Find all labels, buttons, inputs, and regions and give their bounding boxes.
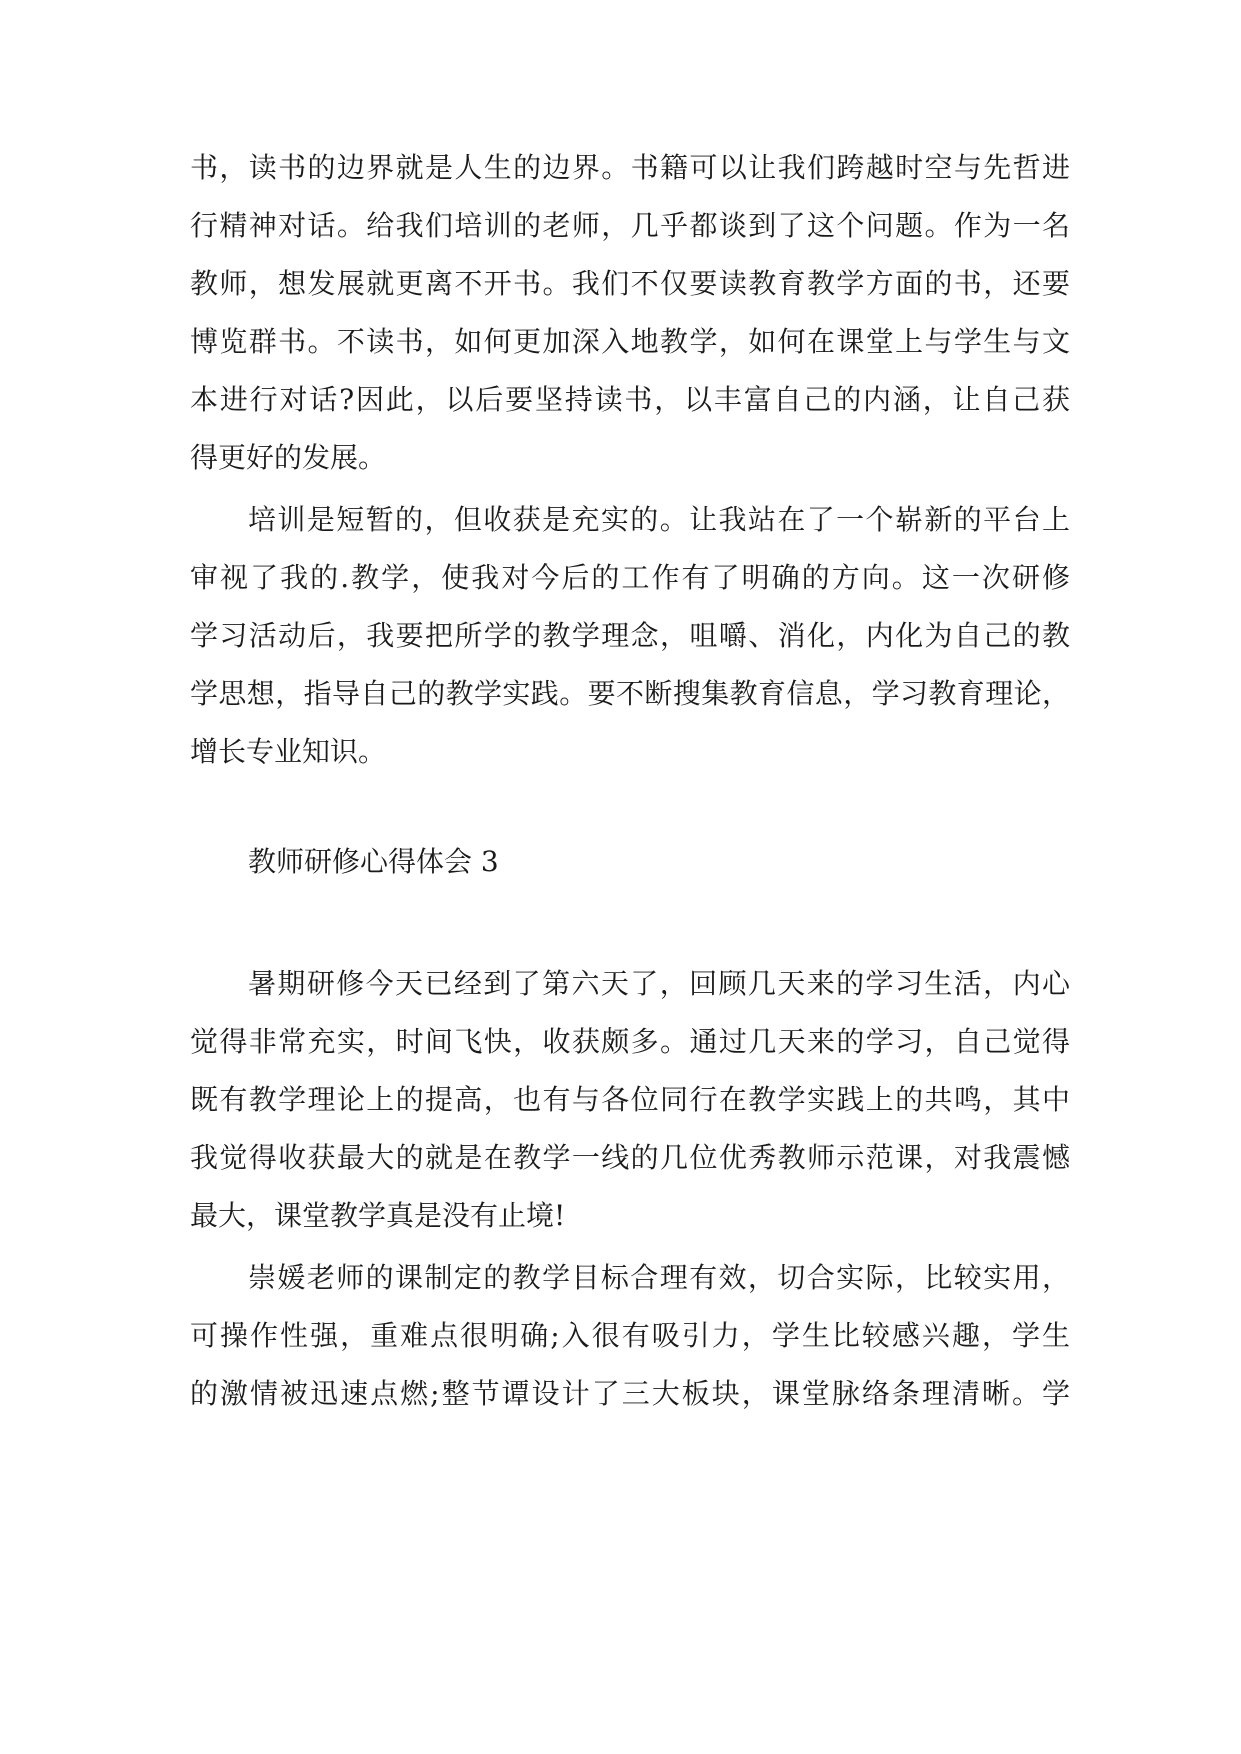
paragraph-line: 本进行对话?因此，以后要坚持读书，以丰富自己的内涵，让自己获 xyxy=(190,383,1070,416)
paragraph-line: 教师，想发展就更离不开书。我们不仅要读教育教学方面的书，还要 xyxy=(190,267,1070,300)
paragraph-line: 暑期研修今天已经到了第六天了，回顾几天来的学习生活，内心 xyxy=(248,967,1070,1000)
paragraph-line: 增长专业知识。 xyxy=(190,735,387,768)
paragraph-line: 书，读书的边界就是人生的边界。书籍可以让我们跨越时空与先哲进 xyxy=(190,151,1070,184)
paragraph-line: 培训是短暂的，但收获是充实的。让我站在了一个崭新的平台上 xyxy=(248,503,1070,536)
paragraph-line: 博览群书。不读书，如何更加深入地教学，如何在课堂上与学生与文 xyxy=(190,325,1070,358)
paragraph-line: 可操作性强，重难点很明确;入很有吸引力，学生比较感兴趣，学生 xyxy=(190,1319,1070,1352)
paragraph-line: 得更好的发展。 xyxy=(190,441,387,474)
paragraph-line: 审视了我的.教学，使我对今后的工作有了明确的方向。这一次研修 xyxy=(190,561,1070,594)
paragraph-line: 学习活动后，我要把所学的教学理念，咀嚼、消化，内化为自己的教 xyxy=(190,619,1070,652)
paragraph-line: 觉得非常充实，时间飞快，收获颇多。通过几天来的学习，自己觉得 xyxy=(190,1025,1070,1058)
paragraph-line: 既有教学理论上的提高，也有与各位同行在教学实践上的共鸣，其中 xyxy=(190,1083,1070,1116)
paragraph-line: 的激情被迅速点燃;整节谭设计了三大板块，课堂脉络条理清晰。学 xyxy=(190,1377,1070,1410)
paragraph-line: 行精神对话。给我们培训的老师，几乎都谈到了这个问题。作为一名 xyxy=(190,209,1070,242)
section-heading: 教师研修心得体会 3 xyxy=(248,845,499,878)
paragraph-line: 我觉得收获最大的就是在教学一线的几位优秀教师示范课，对我震憾 xyxy=(190,1141,1070,1174)
paragraph-line: 最大，课堂教学真是没有止境! xyxy=(190,1199,566,1232)
paragraph-line: 崇媛老师的课制定的教学目标合理有效，切合实际，比较实用， xyxy=(248,1261,1070,1294)
paragraph-line: 学思想，指导自己的教学实践。要不断搜集教育信息，学习教育理论， xyxy=(190,677,1070,710)
